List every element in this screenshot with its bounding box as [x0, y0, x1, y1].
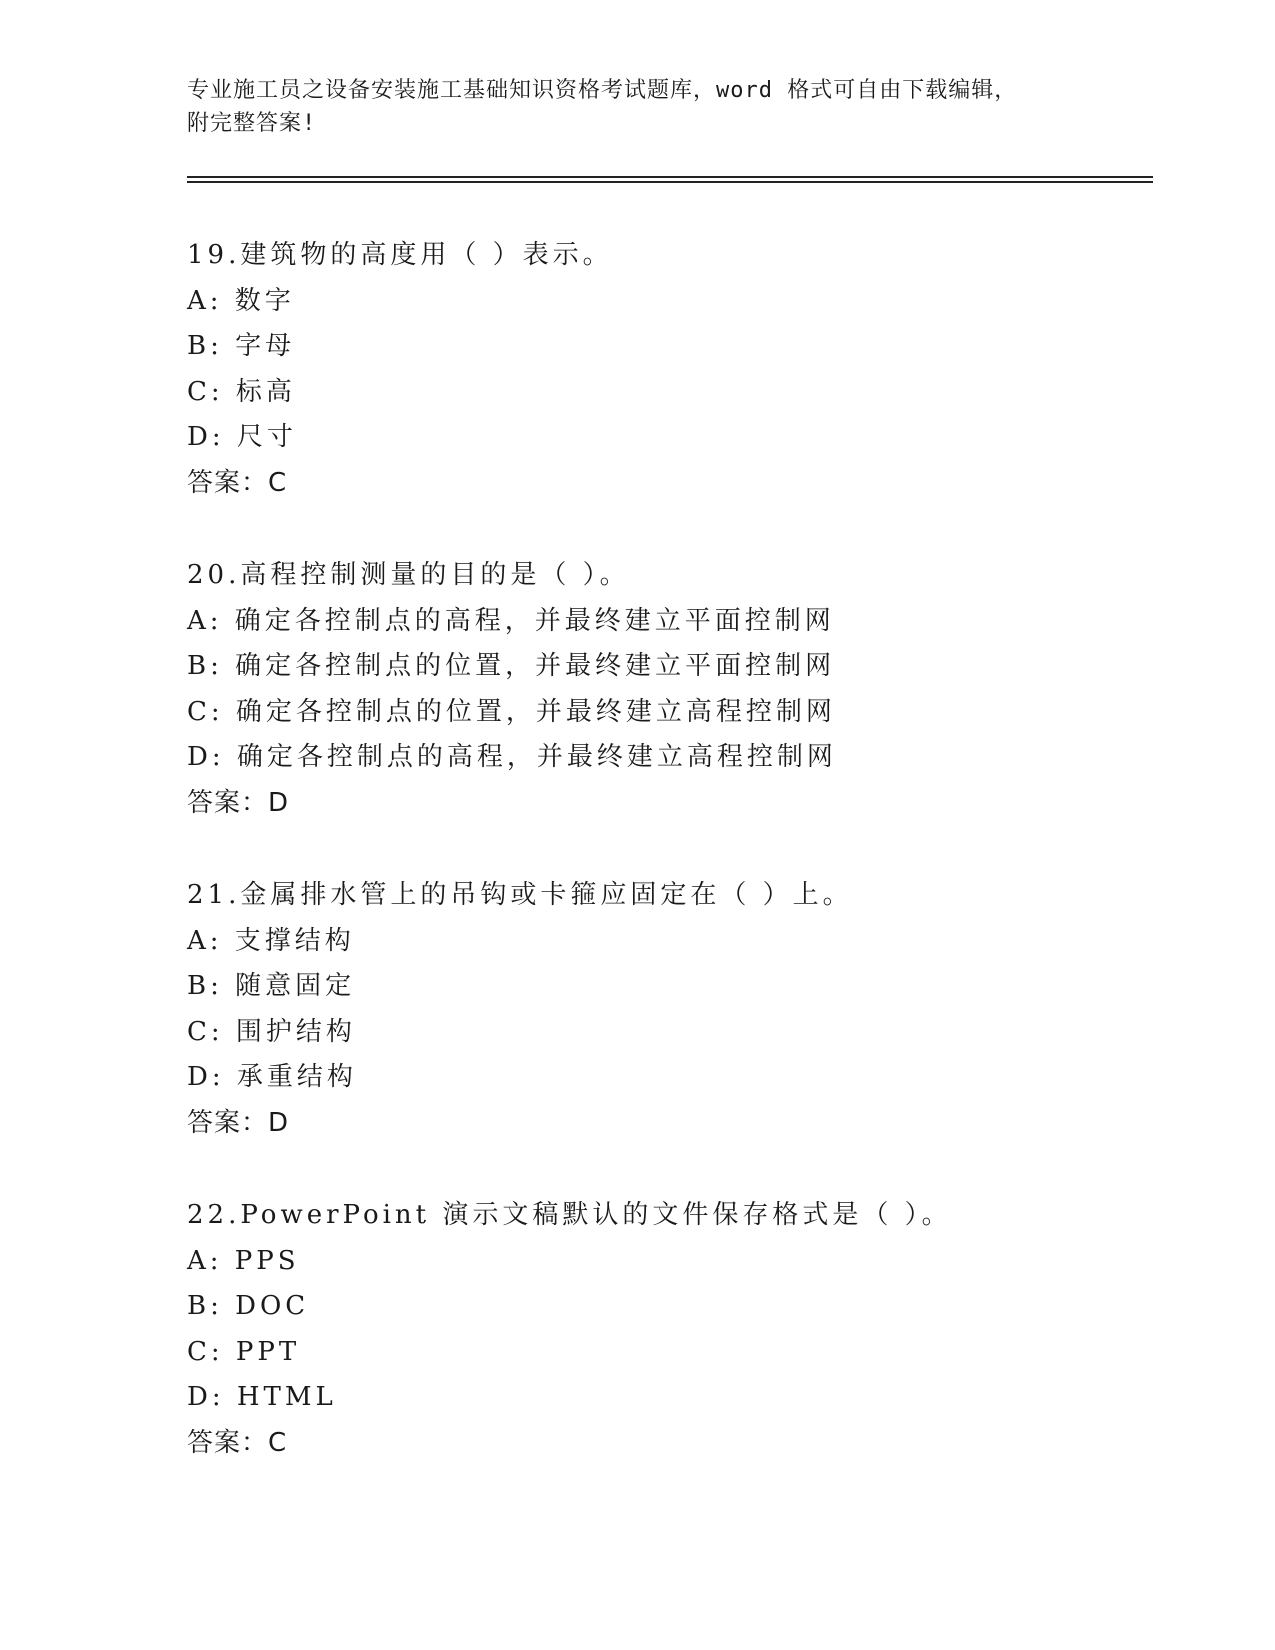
option-d: D: HTML [187, 1382, 337, 1412]
option-a: A: 确定各控制点的高程，并最终建立平面控制网 [187, 605, 835, 636]
option-a: A: PPS [187, 1245, 300, 1276]
option-b: B: 字母 [187, 331, 296, 361]
question-22 [187, 1193, 1147, 1466]
header-line-2: 附完整答案! [187, 111, 317, 136]
question-19 [187, 233, 1147, 506]
option-a: A: 数字 [187, 285, 295, 316]
option-b: B: DOC [187, 1291, 310, 1321]
answer-line: 答案：D [187, 1107, 290, 1138]
answer-line: 答案：C [187, 1427, 288, 1458]
option-d: D: 确定各控制点的高程，并最终建立高程控制网 [187, 742, 837, 772]
header-divider-bottom [187, 181, 1153, 183]
question-stem: 22.PowerPoint 演示文稿默认的文件保存格式是（ ）。 [187, 1200, 952, 1230]
question-stem: 20.高程控制测量的目的是（ ）。 [187, 560, 630, 590]
answer-line: 答案：D [187, 787, 290, 818]
question-stem: 19.建筑物的高度用（ ）表示。 [187, 240, 613, 270]
answer-line: 答案：C [187, 467, 288, 498]
question-stem: 21.金属排水管上的吊钩或卡箍应固定在（ ）上。 [187, 880, 853, 910]
option-b: B: 确定各控制点的位置，并最终建立平面控制网 [187, 651, 836, 681]
option-c: C: 围护结构 [187, 1016, 356, 1047]
option-b: B: 随意固定 [187, 971, 356, 1001]
option-c: C: PPT [187, 1336, 301, 1367]
option-d: D: 尺寸 [187, 422, 297, 452]
question-21 [187, 873, 1147, 1146]
option-c: C: 标高 [187, 376, 296, 407]
option-c: C: 确定各控制点的位置，并最终建立高程控制网 [187, 696, 836, 727]
question-list [187, 233, 1147, 1513]
question-20 [187, 553, 1147, 826]
header-divider-top [187, 176, 1153, 178]
option-a: A: 支撑结构 [187, 925, 355, 956]
header-line-1: 专业施工员之设备安装施工基础知识资格考试题库，word 格式可自由下载编辑， [187, 78, 1018, 103]
document-header [187, 74, 1087, 140]
option-d: D: 承重结构 [187, 1062, 357, 1092]
